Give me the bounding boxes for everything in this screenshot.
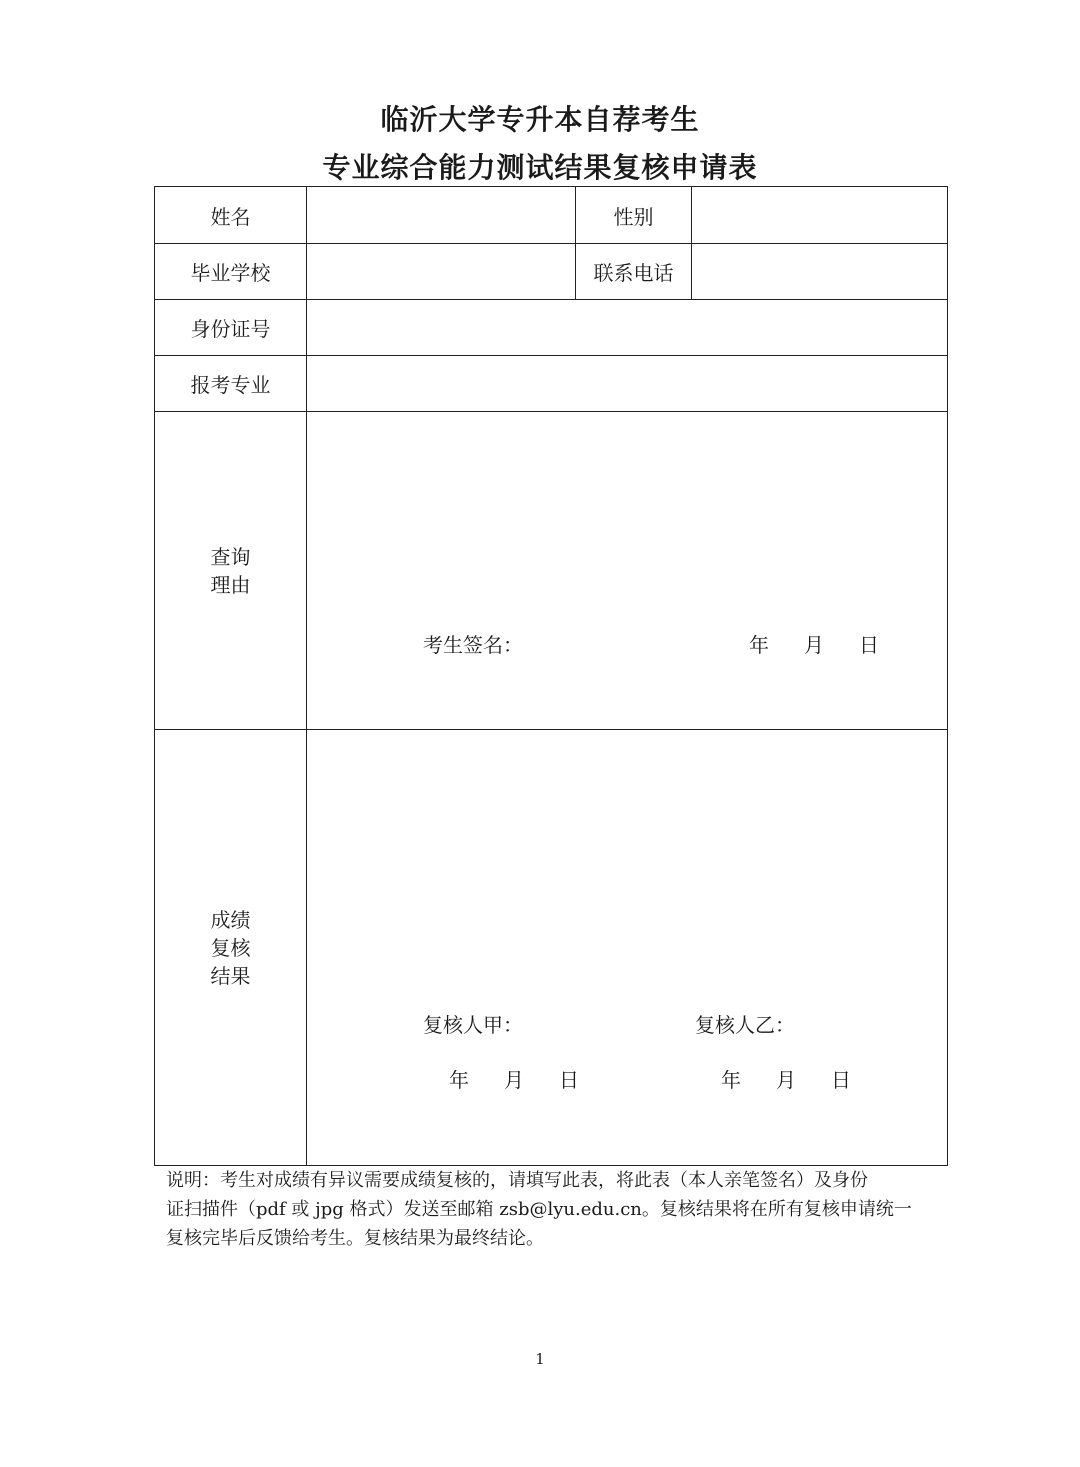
review-result-label-line-1: 成绩: [210, 907, 251, 932]
signature-year-label: 年: [749, 633, 769, 657]
inquiry-reason-field[interactable]: [307, 412, 947, 729]
name-field[interactable]: [307, 187, 575, 243]
inquiry-reason-label-line-1: 查询: [210, 544, 251, 569]
id-number-label: 身份证号: [190, 317, 271, 341]
gender-field[interactable]: [692, 187, 947, 243]
review-result-label: [155, 730, 306, 1165]
instructions-note: [166, 1166, 926, 1253]
signature-day-label: 日: [859, 633, 879, 657]
instructions-note-line-2: 证扫描件（pdf 或 jpg 格式）发送至邮箱 zsb@lyu.edu.cn。复核结果将在所有复核申请统一: [166, 1199, 912, 1220]
instructions-note-line-3: 复核完毕后反馈给考生。复核结果为最终结论。: [166, 1228, 544, 1249]
applicant-signature-label: 考生签名：: [423, 633, 523, 657]
major-label: 报考专业: [190, 373, 271, 397]
major-field[interactable]: [307, 356, 947, 411]
instructions-note-line-1: 说明：考生对成绩有异议需要成绩复核的，请填写此表，将此表（本人亲笔签名）及身份: [166, 1170, 868, 1191]
reviewer-a-month-label: 月: [504, 1068, 524, 1092]
school-label: 毕业学校: [190, 261, 271, 285]
review-result-label-line-2: 复核: [210, 935, 251, 960]
review-result-field[interactable]: [307, 730, 947, 1165]
reviewer-b-year-label: 年: [721, 1068, 741, 1092]
signature-month-label: 月: [804, 633, 824, 657]
inquiry-reason-label-line-2: 理由: [210, 572, 251, 597]
application-form-table: [154, 186, 948, 1166]
phone-field[interactable]: [692, 244, 947, 299]
name-label: 姓名: [210, 204, 251, 229]
reviewer-b-day-label: 日: [831, 1068, 851, 1092]
reviewer-a-year-label: 年: [449, 1068, 469, 1092]
school-field[interactable]: [307, 244, 575, 299]
phone-label: 联系电话: [593, 261, 674, 285]
page-title-line-1: 临沂大学专升本自荐考生: [380, 103, 700, 136]
page-title-line-2: 专业综合能力测试结果复核申请表: [322, 151, 758, 184]
reviewer-b-label: 复核人乙：: [695, 1013, 795, 1037]
review-result-label-line-3: 结果: [210, 963, 251, 988]
inquiry-reason-label: [155, 412, 306, 729]
page-number: 1: [535, 1350, 545, 1368]
id-number-field[interactable]: [307, 300, 947, 355]
reviewer-a-day-label: 日: [559, 1068, 579, 1092]
reviewer-b-month-label: 月: [776, 1068, 796, 1092]
reviewer-a-label: 复核人甲：: [423, 1013, 523, 1037]
gender-label: 性别: [613, 204, 654, 229]
